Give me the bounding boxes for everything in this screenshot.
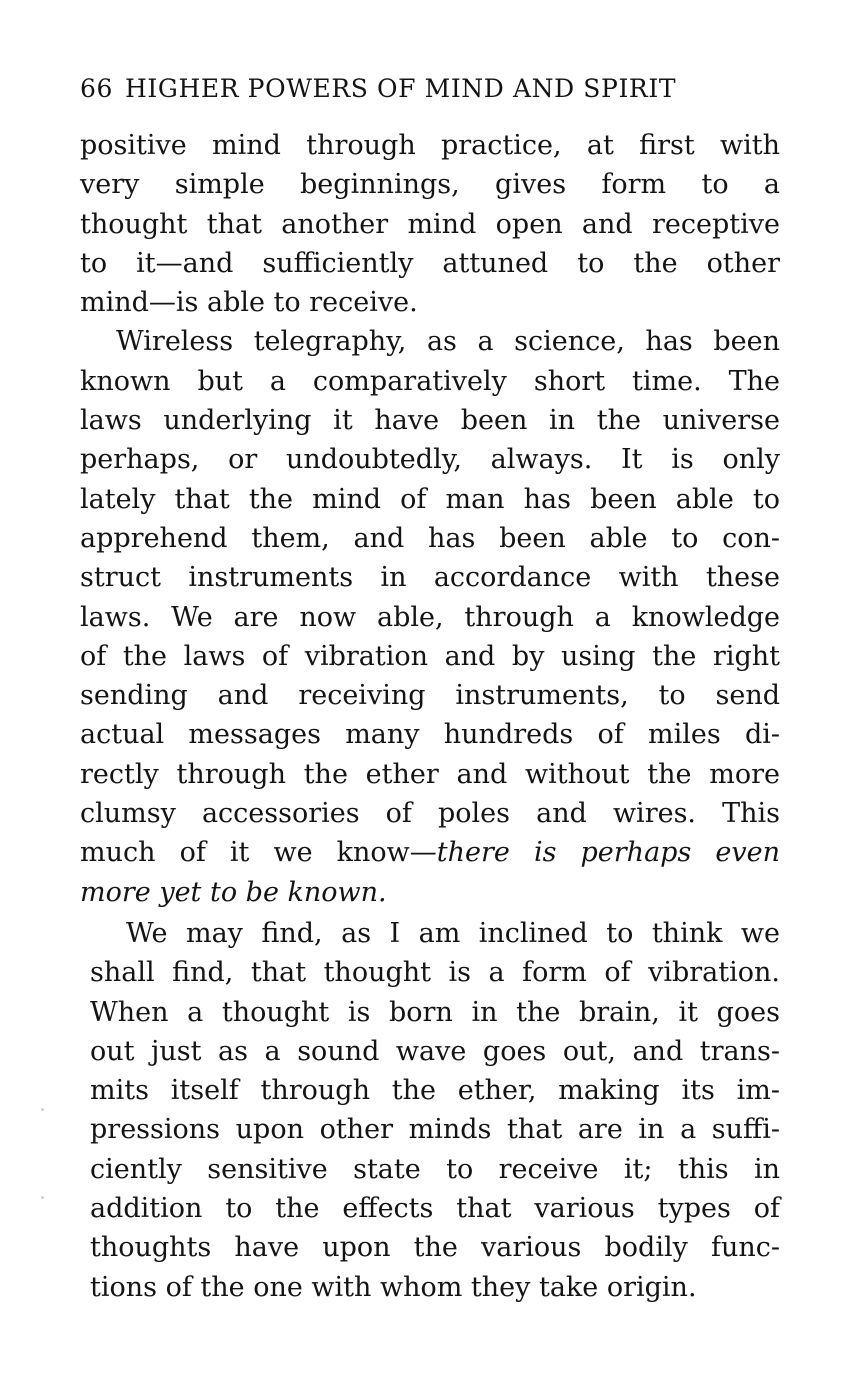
text-line: tions of the one with whom they take origin. [90,1271,697,1303]
text-line: mind—is able to receive. [80,287,418,319]
scan-speck [41,1196,44,1199]
paragraph-3 [90,914,780,1307]
text-line: sending and receiving instruments, to send [80,680,780,712]
text-line: laws. We are now able, through a knowledge [80,601,780,633]
text-line: apprehend them, and has been able to con- [80,522,780,554]
text-line: to it—and sufficiently attuned to the other [80,247,780,279]
body-text [80,126,780,1307]
text-line: positive mind through practice, at first with [80,130,780,161]
running-title: HIGHER POWERS OF MIND AND SPIRIT [125,74,677,103]
paragraph-2 [80,322,780,911]
page-number: 66 [80,74,114,103]
text-line: We may find, as I am inclined to think we [126,917,780,949]
text-line: struct instruments in accordance with these [80,562,780,594]
text-line: out just as a sound wave goes out, and trans- [90,1035,780,1067]
text-line: ciently sensitive state to receive it; this in [90,1153,780,1185]
text-line: known but a comparatively short time. The [80,365,780,397]
text-line: perhaps, or undoubtedly, always. It is only [80,444,780,476]
text-line: pressions upon other minds that are in a suffi- [90,1114,780,1146]
text-line: lately that the mind of man has been able to [80,483,780,515]
text-line: clumsy accessories of poles and wires. This [80,798,780,830]
text-line: thoughts have upon the various bodily func- [90,1232,780,1264]
text-line: laws underlying it have been in the universe [80,405,780,437]
text-line: shall find, that thought is a form of vibration. [90,957,780,989]
scan-speck [41,1108,44,1111]
text-line: actual messages many hundreds of miles di- [80,719,780,751]
text-line-mixed [80,833,780,872]
text-line: of the laws of vibration and by using the right [80,640,780,672]
text-line: rectly through the ether and without the more [80,758,780,790]
text-line: Wireless telegraphy, as a science, has been [116,326,780,358]
text-line: very simple beginnings, gives form to a [80,169,780,201]
text-line: addition to the effects that various types of [90,1193,780,1225]
text-line: When a thought is born in the brain, it goes [90,996,780,1028]
text-line: thought that another mind open and receptive [80,208,780,240]
text-line-italic: more yet to be known. [80,876,387,908]
running-head [80,74,780,104]
text-line: mits itself through the ether, making its im- [90,1075,780,1107]
text-roman: much of it we know— [80,837,437,869]
text-italic: there is perhaps even [436,837,780,869]
paragraph-1 [80,126,780,322]
